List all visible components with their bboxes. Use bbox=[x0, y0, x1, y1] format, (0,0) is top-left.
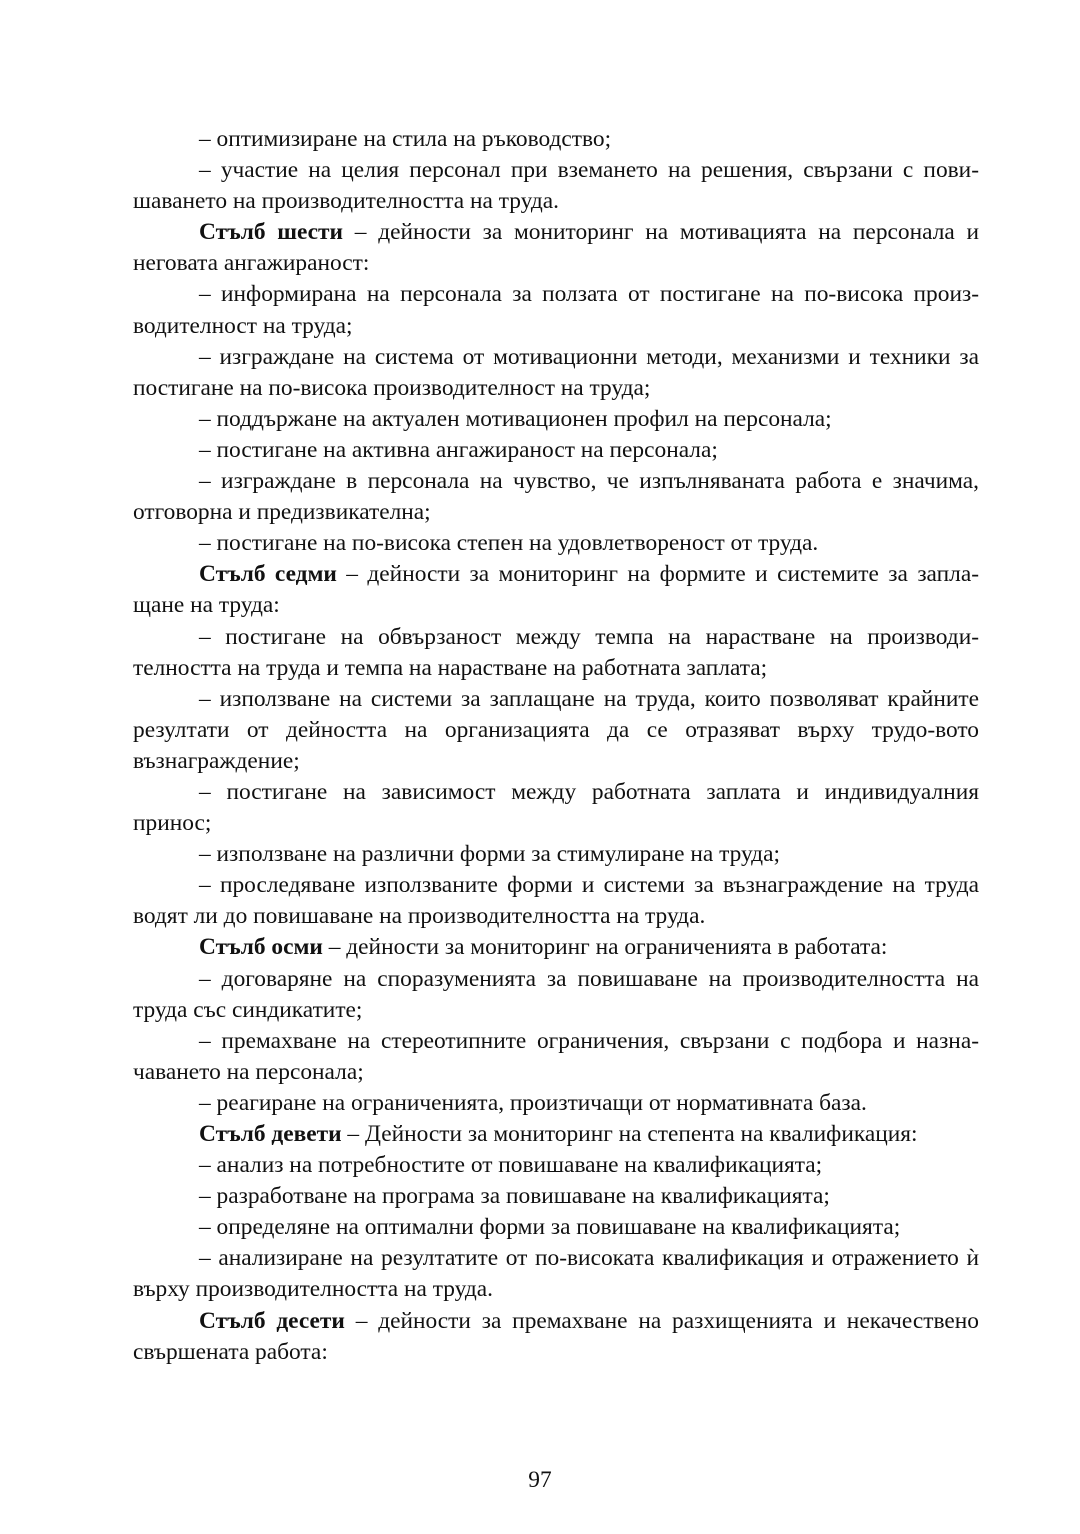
paragraph-text: – постигане на по-висока степен на удовлетвореност от труда. bbox=[199, 530, 819, 557]
paragraph bbox=[133, 622, 979, 684]
paragraph-text: – Дейности за мониторинг на степента на квалификация: bbox=[341, 1121, 918, 1147]
paragraph-text: – проследяване използваните форми и системи за възнаграждение на труда водят ли до повишаване на производителността на труда. bbox=[133, 872, 979, 930]
paragraph-text: – разработване на програма за повишаване на квалификацията; bbox=[199, 1183, 830, 1210]
paragraph-text: – дейности за премахване на разхищенията и некачествено свършената работа: bbox=[133, 1307, 979, 1365]
pillar-heading: Стълб шести bbox=[199, 219, 344, 246]
pillar-heading: Стълб десети bbox=[199, 1307, 345, 1334]
paragraph bbox=[133, 684, 979, 777]
paragraph-pillar-eight bbox=[133, 932, 979, 963]
paragraph bbox=[133, 528, 979, 559]
paragraph-text: – анализиране на резултатите от по-високата квалификация и отражението ѝ върху производителността на труда. bbox=[133, 1245, 979, 1303]
paragraph bbox=[133, 1181, 979, 1212]
paragraph-pillar-nine bbox=[133, 1119, 979, 1150]
paragraph-text: – анализ на потребностите от повишаване на квалификацията; bbox=[199, 1152, 823, 1179]
paragraph-text: – договаряне на споразуменията за повишаване на производителността на труда със синдикатите; bbox=[133, 965, 979, 1023]
paragraph bbox=[133, 1212, 979, 1243]
paragraph-text: – реагиране на ограниченията, произтичащи от нормативната база. bbox=[199, 1089, 867, 1116]
paragraph bbox=[133, 964, 979, 1026]
paragraph-text: – участие на целия персонал при вземането на решения, свързани с пови-шаването на производителността на труда. bbox=[133, 157, 979, 215]
paragraph bbox=[133, 124, 979, 155]
paragraph bbox=[133, 1243, 979, 1305]
paragraph-text: – дейности за мониторинг на формите и системите за запла-щане на труда: bbox=[133, 561, 979, 619]
paragraph-text: – дейности за мониторинг на мотивацията на персонала и неговата ангажираност: bbox=[133, 219, 979, 277]
paragraph-text: – постигане на обвързаност между темпа на нарастване на производи-телността на труда и темпа на нарастване на работната заплата; bbox=[133, 623, 979, 681]
paragraph-text: – използване на различни форми за стимулиране на труда; bbox=[199, 841, 780, 868]
paragraph bbox=[133, 1026, 979, 1088]
paragraph-text: – оптимизиране на стила на ръководство; bbox=[199, 126, 612, 152]
paragraph-text: – постигане на активна ангажираност на персонала; bbox=[199, 436, 718, 463]
paragraph bbox=[133, 404, 979, 435]
body-text bbox=[133, 124, 979, 1368]
pillar-heading: Стълб девети bbox=[199, 1121, 342, 1147]
paragraph bbox=[133, 870, 979, 932]
page-number: 97 bbox=[528, 1467, 552, 1493]
paragraph bbox=[133, 435, 979, 466]
paragraph bbox=[133, 777, 979, 839]
paragraph-text: – изграждане в персонала на чувство, че изпълняваната работа е значима, отговорна и предизвикателна; bbox=[133, 468, 979, 526]
paragraph-text: – информирана на персонала за ползата от постигане на по-висока произ-водителност на труда; bbox=[133, 281, 979, 339]
paragraph-text: – дейности за мониторинг на ограниченията в работата: bbox=[322, 934, 888, 961]
pillar-heading: Стълб осми bbox=[199, 934, 323, 961]
paragraph-pillar-ten bbox=[133, 1306, 979, 1368]
paragraph-text: – поддържане на актуален мотивационен профил на персонала; bbox=[199, 405, 832, 432]
paragraph-pillar-seven bbox=[133, 559, 979, 621]
paragraph bbox=[133, 155, 979, 217]
paragraph-text: – определяне на оптимални форми за повишаване на квалификацията; bbox=[199, 1214, 901, 1241]
paragraph bbox=[133, 1088, 979, 1119]
paragraph-text: – премахване на стереотипните ограничения, свързани с подбора и назна-чаването на персонала; bbox=[133, 1027, 979, 1085]
paragraph-text: – изграждане на система от мотивационни методи, механизми и техники за постигане на по-висока производителност на труда; bbox=[133, 343, 979, 401]
paragraph-pillar-six bbox=[133, 217, 979, 279]
paragraph bbox=[133, 839, 979, 870]
paragraph bbox=[133, 1150, 979, 1181]
pillar-heading: Стълб седми bbox=[199, 561, 337, 588]
paragraph bbox=[133, 279, 979, 341]
paragraph bbox=[133, 342, 979, 404]
paragraph-text: – постигане на зависимост между работната заплата и индивидуалния принос; bbox=[133, 778, 979, 837]
paragraph bbox=[133, 466, 979, 528]
paragraph-text: – използване на системи за заплащане на труда, които позволяват крайните резултати от дейността на организацията да се отразяват върху трудо-вото възнаграждение; bbox=[133, 685, 979, 774]
